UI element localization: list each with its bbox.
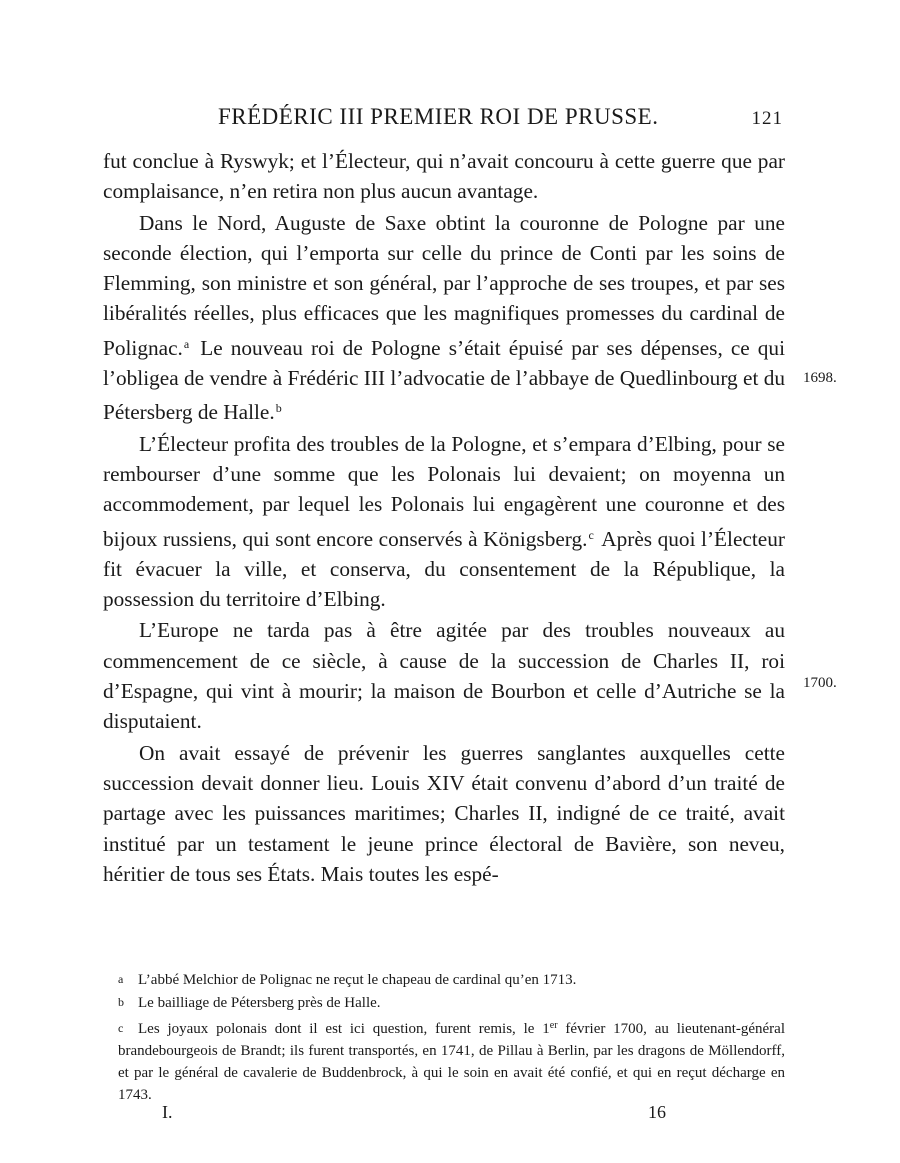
body-text xyxy=(103,146,785,889)
running-head xyxy=(105,104,785,134)
footnote-c-text-before: Les joyaux polonais dont il est ici question, furent remis, le 1 xyxy=(138,1020,550,1037)
paragraph-5 xyxy=(103,738,785,889)
paragraph-3-text-a: L’Électeur profita des troubles de la Pologne, et s’empara d’Elbing, pour se rembourser d’une somme que les Polonais lui devaient; on moyenna un accommodement, par lequel les Polonais lui engagèrent une couronne et des bijoux russiens, qui sont encore conservés à Königsberg. xyxy=(103,431,785,551)
footnote-ref-c: c xyxy=(588,527,594,542)
signature-mark: I. xyxy=(162,1102,173,1122)
footnote-b xyxy=(118,991,785,1014)
footnote-a-text: L’abbé Melchior de Polignac ne reçut le chapeau de cardinal qu’en 1713. xyxy=(138,972,577,988)
footnote-ref-b: b xyxy=(275,401,282,416)
paragraph-1 xyxy=(103,146,785,207)
sheet-number: 16 xyxy=(648,1102,666,1122)
footnote-b-text: Le bailliage de Pétersberg près de Halle. xyxy=(138,995,381,1012)
margin-year-1700: 1700. xyxy=(803,675,837,691)
paragraph-1-text: fut conclue à Ryswyk; et l’Électeur, qui n’avait concouru à cette guerre que par complaisance, n’en retira non plus aucun avantage. xyxy=(103,149,785,204)
footnotes xyxy=(118,968,785,1107)
footnote-c-superscript: er xyxy=(549,1019,558,1031)
paragraph-3 xyxy=(103,429,785,615)
paragraph-3-text-b: Après quoi l’Électeur fit évacuer la ville, et conserva, du consentement de la République, la possession du territoire d’Elbing. xyxy=(103,526,785,612)
page-number: 121 xyxy=(751,108,783,129)
paragraph-4-text: L’Europe ne tarda pas à être agitée par des troubles nouveaux au commencement de ce siècle, à cause de la succession de Charles II, roi d’Espagne, qui vint à mourir; la maison de Bourbon et celle d’Autriche se la disputaient. xyxy=(103,618,785,734)
footnote-ref-a: a xyxy=(183,336,190,351)
footnote-c-text-after: février 1700, au lieutenant-général brandebourgeois de Brandt; ils furent transportés, en 1741, de Pillau à Berlin, par les dragons de Möllendorff, et par le général de cavalerie de Buddenbrock, à qui le soin en avait été confié, et qui en reçut décharge en 1743. xyxy=(118,1020,785,1104)
running-title: FRÉDÉRIC III PREMIER ROI DE PRUSSE. xyxy=(218,104,659,129)
footnote-a-mark: a xyxy=(118,972,124,986)
footnote-b-mark: b xyxy=(118,995,124,1010)
paragraph-2-text-a: Dans le Nord, Auguste de Saxe obtint la couronne de Pologne par une seconde élection, qui l’emporta sur celle du prince de Conti par les soins de Flemming, son ministre et son général, par l’approche de ses troupes, et par ses libéralités réelles, plus efficaces que les magnifiques promesses du cardinal de Polignac. xyxy=(103,210,785,360)
footnote-c xyxy=(118,1015,785,1107)
paragraph-4 xyxy=(103,615,785,736)
margin-year-1698: 1698. xyxy=(803,370,837,386)
footnote-c-mark: c xyxy=(118,1020,124,1035)
paragraph-2-text-b: Le nouveau roi de Pologne s’était épuisé par ses dépenses, ce qui l’obligea de vendre à Frédéric III l’advocatie de l’abbaye de Quedlinbourg et du Pétersberg de Halle. xyxy=(103,335,785,425)
paragraph-5-text: On avait essayé de prévenir les guerres sanglantes auxquelles cette succession devait donner lieu. Louis XIV était convenu d’abord d’un traité de partage avec les puissances maritimes; Charles II, indigné de ce traité, avait institué par un testament le jeune prince électoral de Bavière, son neveu, héritier de tous ses États. Mais toutes les espé- xyxy=(103,740,785,886)
footnote-a xyxy=(118,968,785,991)
paragraph-2 xyxy=(103,208,785,428)
